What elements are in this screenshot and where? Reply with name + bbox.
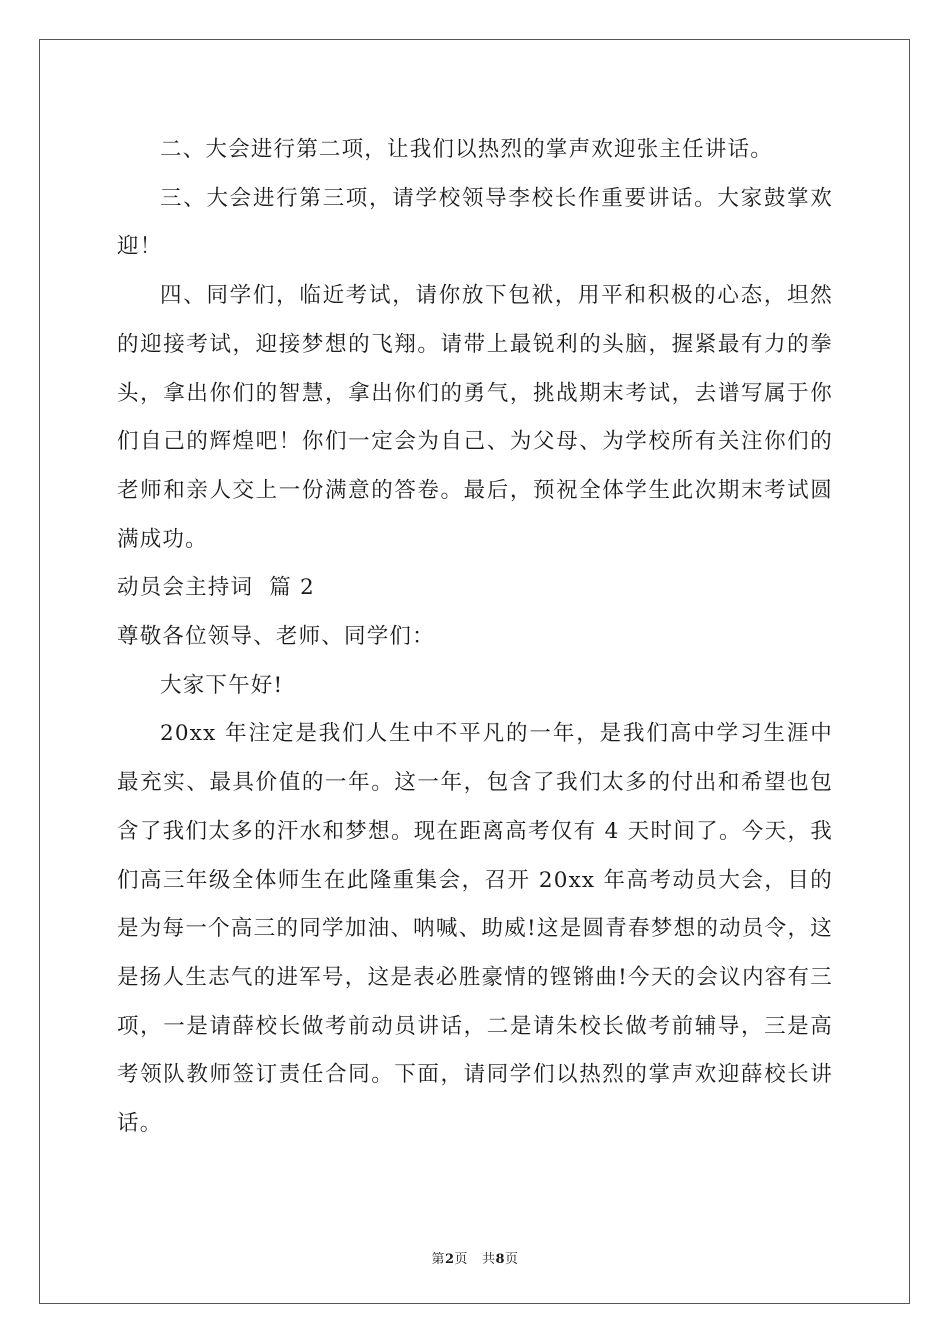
footer-mid: 页 共	[454, 1252, 496, 1267]
footer-suffix: 页	[505, 1252, 519, 1267]
footer-prefix: 第	[431, 1252, 445, 1267]
section-title: 动员会主持词 篇 2	[117, 575, 315, 601]
paragraph-item-2: 二、大会进行第二项，让我们以热烈的掌声欢迎张主任讲话。	[160, 137, 773, 162]
current-page-number: 2	[445, 1252, 455, 1267]
body-paragraph: 20xx 年注定是我们人生中不平凡的一年，是我们高中学习生涯中最充实、最具价值的一年。这一年，包含了我们太多的付出和希望也包含了我们太多的汗水和梦想。现在距离高考仅有 4 天时间了。今天，我们高三年级全体师生在此隆重集会，召开 20xx 年高考动员大会，目的是为每一个高三的同学加油、呐喊、助威!这是圆青春梦想的动员令，这是扬人生志气的进军号，这是表必胜豪情的铿锵曲!今天的会议内容有三项，一是请薛校长做考前动员讲话，二是请朱校长做考前辅导，三是高考领队教师签订责任合同。下面，请同学们以热烈的掌声欢迎薛校长讲话。	[117, 721, 833, 1137]
greeting: 大家下午好!	[160, 672, 284, 698]
document-body	[117, 126, 833, 1149]
page-number-footer	[0, 1248, 950, 1267]
paragraph-item-3: 三、大会进行第三项，请学校领导李校长作重要讲话。大家鼓掌欢迎！	[117, 185, 833, 260]
total-page-number: 8	[495, 1252, 505, 1267]
salutation: 尊敬各位领导、老师、同学们：	[117, 624, 435, 650]
paragraph-item-4: 四、同学们，临近考试，请你放下包袱，用平和积极的心态，坦然的迎接考试，迎接梦想的飞翔。请带上最锐利的头脑，握紧最有力的拳头，拿出你们的智慧，拿出你们的勇气，挑战期末考试，去谱写属于你们自己的辉煌吧！你们一定会为自己、为父母、为学校所有关注你们的老师和亲人交上一份满意的答卷。最后，预祝全体学生此次期末考试圆满成功。	[117, 283, 833, 552]
